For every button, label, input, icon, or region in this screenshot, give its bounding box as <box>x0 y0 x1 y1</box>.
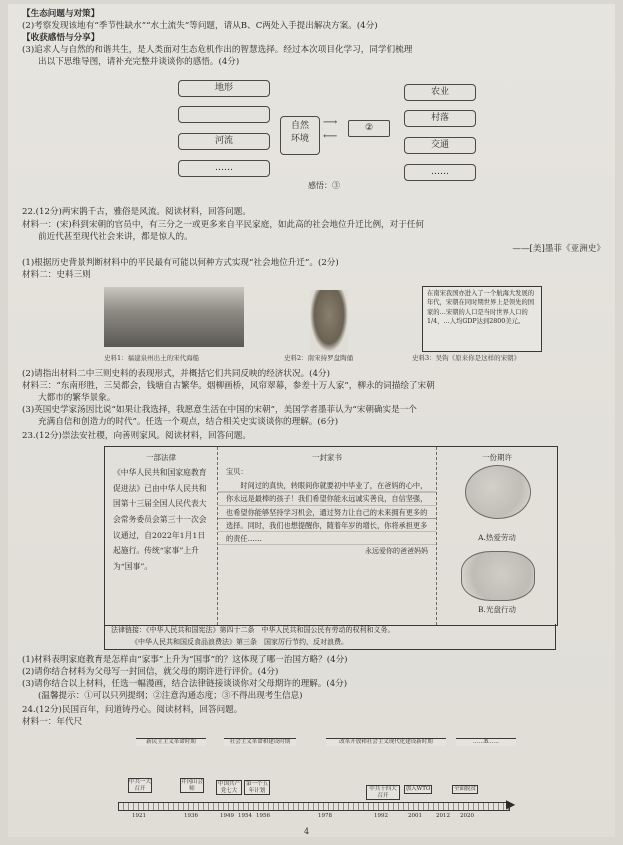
q23-question2: (2)请你结合材料为父母写一封回信，就父母的期许进行评价。(4分) <box>22 667 279 677</box>
era-3: 改革开放和社会主义现代化建设新时期 <box>326 738 446 746</box>
ruler-arrow-icon: ▶ <box>506 797 516 811</box>
pane-letter-text: 时间过的真快，转眼间你就要初中毕业了，在爸妈的心中，你永远是最棒的孩子！我们希望你能永远诚实善良，自信坚强，也希望你能够坚持学习机会，通过努力让自己的未来拥有更多的选择。同时，我们也想提醒你，随着年岁的增长，你将承担更多的责任…… <box>218 479 436 546</box>
section-title-problems: 【生态问题与对策】 <box>22 9 100 19</box>
era-2: 社会主义革命和建设时期 <box>224 738 296 746</box>
q22-material3-line2: 大都市的繁华景象。 <box>38 393 116 403</box>
arrow-right-icon: ⟶ <box>323 117 338 128</box>
q23-heading: 23.(12分)崇法安社稷，向善则家风。阅读材料，回答问题。 <box>22 431 251 441</box>
q22-question2: (2)请指出材料二中三则史料的表现形式，并概括它们共同反映的经济状况。(4分) <box>22 369 330 379</box>
exam-page <box>8 4 615 837</box>
q24-material1: 材料一：年代尺 <box>22 717 83 727</box>
pane-letter-title: 一封家书 <box>312 453 342 462</box>
caption-3: 史料3：吴钩《原来你是这样的宋朝》 <box>412 354 521 362</box>
event-2: 中国共产党七大 <box>217 781 240 794</box>
year-label: 1978 <box>318 813 332 819</box>
q22-material3-line1: 材料三：“东南形胜，三吴都会，钱塘自古繁华。烟柳画桥，风帘翠幕，参差十万人家”，柳永的词描绘了宋朝 <box>22 381 435 391</box>
pane-letter-signature: 永远爱你的爸爸妈妈 <box>365 547 428 556</box>
cartoon-a-label: A.热爱劳动 <box>478 533 516 542</box>
event-0: 中共一大召开 <box>129 779 152 792</box>
year-label: 2012 <box>436 813 450 819</box>
q22-material2: 材料二：史料三则 <box>22 270 91 280</box>
timeline <box>8 4 615 837</box>
event-3: 第一个五年计划 <box>245 781 268 794</box>
q22-material1-source: ——[美]墨菲《亚洲史》 <box>512 244 605 254</box>
era-4: ……B…… <box>456 738 516 746</box>
law-link-2: 《中华人民共和国反食品浪费法》第三条 国家厉行节约，反对浪费。 <box>131 638 348 646</box>
mindmap-right-1: 村落 <box>404 110 476 127</box>
pane-law-text: 《中华人民共和国家庭教育促进法》已由中华人民共和国第十三届全国人民代表大会常务委员会第三十一次会议通过，自2022年1月1日起施行。传统“家事”上升为“国事”。 <box>113 468 207 571</box>
mindmap-left-2: 河流 <box>178 133 270 150</box>
q22-question3-line1: (3)英国史学家汤因比说“如果让我选择，我愿意生活在中国的宋朝”，美国学者墨菲认为“宋朝确实是一个 <box>22 405 417 415</box>
year-label: 1936 <box>184 813 198 819</box>
caption-2: 史料2：南宋持罗盘陶俑 <box>284 354 354 362</box>
year-label: 2001 <box>408 813 422 819</box>
year-label: 1921 <box>132 813 146 819</box>
q22-question3-line2: 充满自信和创造力的时代”。任选一个观点，结合相关史实谈谈你的理解。(6分) <box>38 417 339 427</box>
pane-letter-greeting: 宝贝： <box>226 467 248 477</box>
year-label: 1992 <box>374 813 388 819</box>
mindmap-center: 自然 环境 <box>280 116 320 155</box>
caption-1: 史料1：福建泉州出土的宋代海船 <box>104 354 200 362</box>
year-label: 2020 <box>460 813 474 819</box>
time-ruler <box>118 802 510 811</box>
q21-item-3-line2: 出以下思维导图，请补充完整并谈谈你的感悟。(4分) <box>38 57 240 67</box>
q23-tip: (温馨提示：①可以只列提纲；②注意沟通态度；③不得出现考生信息) <box>38 691 303 701</box>
q23-question3: (3)请你结合以上材料，任选一幅漫画，结合法律链接谈谈你对父母期许的理解。(4分) <box>22 679 348 689</box>
event-4: 中共十四大召开 <box>366 785 400 800</box>
q22-question1: (1)根据历史背景判断材料中的平民最有可能以何种方式实现“社会地位升迁”。(2分) <box>22 258 339 268</box>
mindmap-right-3: …… <box>404 164 476 181</box>
year-label: 1954 <box>238 813 252 819</box>
q22-material1-line1: 材料一：(宋)科到宋朝的官员中，有三分之一或更多来自平民家庭，如此高的社会地位升迁比例，对于任何 <box>22 220 425 230</box>
pane-cartoons-title: 一份期许 <box>482 453 512 462</box>
q21-item-2: (2)考察发现该地有“季节性缺水”“水土流失”等问题，请从B、C两处入手提出解决方案。(4分) <box>22 21 378 31</box>
mindmap-feel: 感悟：③ <box>308 181 340 190</box>
arrow-left-icon: ⟵ <box>323 131 338 142</box>
era-1: 新民主主义革命时期 <box>136 738 206 746</box>
event-6: 全面脱贫 <box>453 786 476 792</box>
year-label: 1949 <box>220 813 234 819</box>
mindmap-right-2: 交通 <box>404 137 476 154</box>
pane-law-title: 一部法律 <box>146 453 176 462</box>
page-number: 4 <box>304 827 310 836</box>
q21-item-3-line1: (3)追求人与自然的和谐共生，是人类面对生态危机作出的智慧选择。经过本次项目化学习，同学们梳理 <box>22 45 413 55</box>
event-1: 井冈山会师 <box>181 779 204 792</box>
event-5: 加入WTO <box>405 786 431 792</box>
mindmap-left-0: 地形 <box>178 80 270 97</box>
q24-heading: 24.(12分)民国百年，问道铸丹心。阅读材料，回答问题。 <box>22 705 243 715</box>
q23-question1: (1)材料表明家庭教育是怎样由“家事”上升为“国事”的？这体现了哪一治国方略？(4分) <box>22 655 348 665</box>
mindmap-right-0: 农业 <box>404 84 476 101</box>
mindmap-mid: ② <box>348 120 390 137</box>
q22-heading: 22.(12分)两宋鹊千古，雅俗是风流。阅读材料，回答问题。 <box>22 207 251 217</box>
quote-box: 在南宋我国亦进入了一个航海大发展的年代，宋朝在同时期世界上是领先的国家的…宋朝的人口是当时世界人口的1/4，…人均GDP达到2800美元。 <box>422 286 542 352</box>
q22-material1-line2: 前近代甚至现代社会来讲，都是惊人的。 <box>38 232 193 242</box>
cartoon-b-label: B.光盘行动 <box>478 605 516 614</box>
section-title-reflection: 【收获感悟与分享】 <box>22 33 100 43</box>
mindmap-left-3: …… <box>178 160 270 177</box>
law-link-1: 法律链接：《中华人民共和国宪法》第四十二条 中华人民共和国公民有劳动的权利和义务。 <box>111 626 395 634</box>
year-label: 1956 <box>256 813 270 819</box>
